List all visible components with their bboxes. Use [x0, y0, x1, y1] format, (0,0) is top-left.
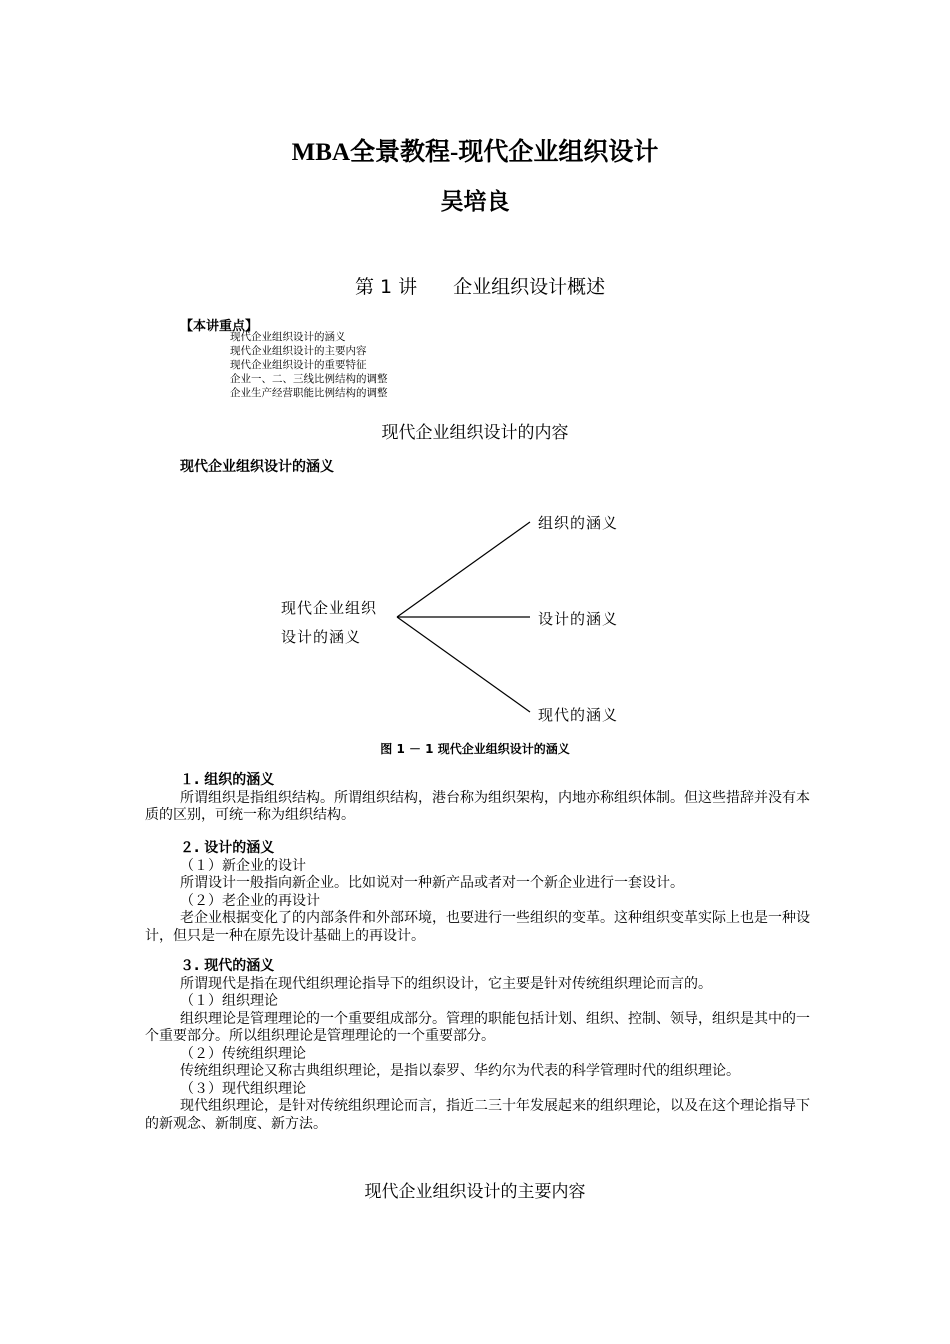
part-organization	[145, 772, 815, 825]
diagram-root-line2: 设计的涵义	[281, 628, 362, 646]
document-author: 吴培良	[440, 189, 510, 214]
paragraph: 所谓组织是指组织结构。所谓组织结构，港台称为组织架构，内地亦称组织体制。但这些措辞并没有本质的区别，可统一称为组织结构。	[145, 789, 810, 823]
paragraph: 所谓现代是指在现代组织理论指导下的组织设计，它主要是针对传统组织理论而言的。	[180, 975, 712, 992]
key-point-item: 企业一、二、三线比例结构的调整	[230, 373, 388, 385]
section-subtitle: 现代企业组织设计的涵义	[180, 459, 334, 475]
section-title: 现代企业组织设计的内容	[381, 423, 569, 443]
part-modern	[145, 958, 815, 1133]
key-point-item: 现代企业组织设计的涵义	[230, 331, 346, 343]
paragraph: 组织理论是管理理论的一个重要组成部分。管理的职能包括计划、组织、控制、领导，组织是其中的一个重要部分。所以组织理论是管理理论的一个重要部分。	[145, 1010, 810, 1044]
paragraph: 传统组织理论又称古典组织理论，是指以泰罗、华约尔为代表的科学管理时代的组织理论。	[180, 1063, 740, 1079]
document-title: MBA全景教程-现代企业组织设计	[291, 139, 659, 166]
section-title: 现代企业组织设计的主要内容	[364, 1182, 586, 1202]
part-design	[145, 840, 815, 945]
diagram-branch-organization: 组织的涵义	[538, 514, 619, 532]
diagram-branch-design: 设计的涵义	[538, 610, 619, 628]
key-point-item: 现代企业组织设计的重要特征	[230, 359, 367, 371]
paragraph: 现代组织理论，是针对传统组织理论而言，指近二三十年发展起来的组织理论，以及在这个理论指导下的新观念、新制度、新方法。	[145, 1098, 810, 1132]
sub-heading: （３）现代组织理论	[180, 1080, 306, 1097]
key-point-item: 现代企业组织设计的主要内容	[230, 345, 367, 357]
lecture-name: 企业组织设计概述	[453, 276, 606, 298]
key-point-item: 企业生产经营职能比例结构的调整	[230, 387, 388, 399]
sub-heading: （１）组织理论	[180, 993, 278, 1009]
paragraph: 所谓设计一般指向新企业。比如说对一种新产品或者对一个新企业进行一套设计。	[180, 875, 684, 891]
part-heading: １. 组织的涵义	[180, 772, 275, 788]
sub-heading: （２）老企业的再设计	[180, 892, 320, 909]
part-heading: ３. 现代的涵义	[180, 958, 275, 974]
key-points-heading: 【本讲重点】	[180, 319, 259, 334]
sub-heading: （１）新企业的设计	[180, 857, 306, 874]
lecture-number: 第 1 讲	[355, 276, 418, 298]
sub-heading: （２）传统组织理论	[180, 1045, 306, 1062]
diagram-root-line1: 现代企业组织	[281, 599, 378, 617]
diagram-branch-modern: 现代的涵义	[538, 706, 619, 724]
figure-caption: 图 1 － 1 现代企业组织设计的涵义	[380, 742, 570, 756]
paragraph: 老企业根据变化了的内部条件和外部环境，也要进行一些组织的变革。这种组织变革实际上也是一种设计，但只是一种在原先设计基础上的再设计。	[145, 910, 810, 944]
part-heading: ２. 设计的涵义	[180, 840, 275, 856]
